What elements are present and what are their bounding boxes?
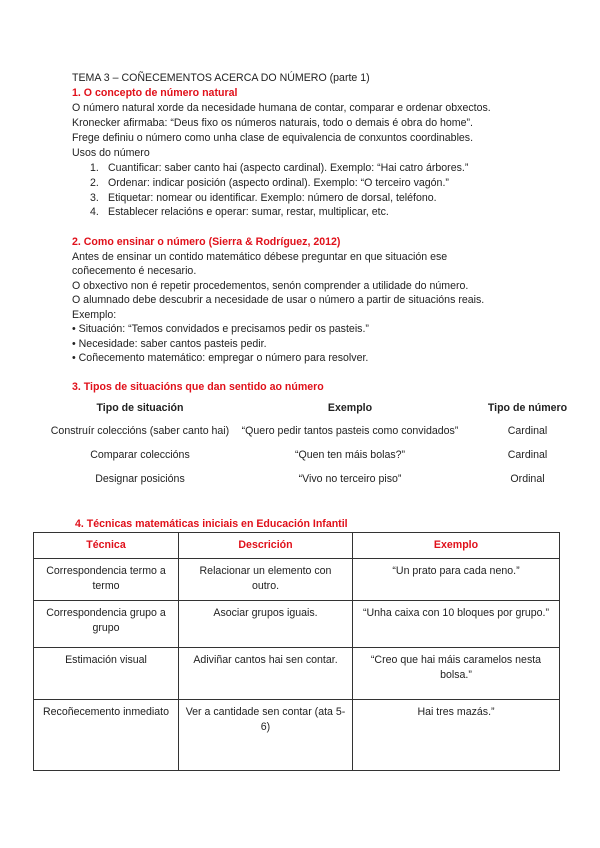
table-cell: “Quero pedir tantos pasteis como convidados”	[241, 425, 459, 437]
section-1-heading: 1. O concepto de número natural	[72, 87, 238, 99]
table-row	[34, 601, 560, 648]
table-cell: Recoñecemento inmediato	[34, 700, 179, 771]
table-cell: Comparar coleccións	[90, 449, 190, 461]
table-cell: Designar posicións	[95, 473, 185, 485]
table-cell: Relacionar un elemento con outro.	[179, 559, 353, 601]
paragraph-line: O obxectivo non é repetir procedementos, senón comprender a utilidade do número.	[72, 280, 469, 292]
table-cell: Correspondencia grupo a grupo	[34, 601, 179, 648]
table-cell: “Vivo no terceiro piso”	[298, 473, 402, 485]
column-header: Técnica	[34, 533, 179, 559]
table-header-row	[34, 533, 560, 559]
paragraph-line: Kronecker afirmaba: “Deus fixo os números naturais, todo o demais é obra do home”.	[72, 117, 473, 129]
section-4-heading: 4. Técnicas matemáticas iniciais en Educación Infantil	[75, 518, 348, 530]
list-text: Etiquetar: nomear ou identificar. Exemplo: número de dorsal, teléfono.	[108, 192, 437, 204]
list-text: Cuantificar: saber canto hai (aspecto cardinal). Exemplo: “Hai catro árbores.”	[108, 162, 469, 174]
list-number: 2.	[90, 177, 99, 189]
table-cell: Hai tres mazás.”	[353, 700, 560, 771]
paragraph-line: O alumnado debe descubrir a necesidade de usar o número a partir de situacións reais.	[72, 294, 485, 306]
column-header: Tipo de situación	[96, 402, 184, 414]
paragraph-line: Frege definiu o número como unha clase de equivalencia de conxuntos coordinables.	[72, 132, 474, 144]
list-text: Establecer relacións e operar: sumar, restar, multiplicar, etc.	[108, 206, 389, 218]
table-cell: Construír coleccións (saber canto hai)	[50, 425, 230, 437]
table-cell: “Un prato para cada neno.”	[353, 559, 560, 601]
table-row	[34, 700, 560, 771]
table-cell: Correspondencia termo a termo	[34, 559, 179, 601]
paragraph-line: Antes de ensinar un contido matemático débese preguntar en que situación ese	[72, 251, 448, 263]
section-3-heading: 3. Tipos de situacións que dan sentido ao número	[72, 381, 324, 393]
table-cell: Ordinal	[510, 473, 545, 485]
list-item	[90, 191, 437, 205]
table-cell: “Creo que hai máis caramelos nesta bolsa.”	[353, 648, 560, 700]
column-header: Exemplo	[353, 533, 560, 559]
column-header: Descrición	[179, 533, 353, 559]
section-2-heading: 2. Como ensinar o número (Sierra & Rodríguez, 2012)	[72, 236, 341, 248]
paragraph-line: coñecemento é necesario.	[72, 265, 197, 277]
list-number: 4.	[90, 206, 99, 218]
list-number: 3.	[90, 192, 99, 204]
table-cell: Estimación visual	[34, 648, 179, 700]
list-text: Ordenar: indicar posición (aspecto ordinal). Exemplo: “O terceiro vagón.”	[108, 177, 449, 189]
list-item	[90, 176, 449, 190]
paragraph-line: O número natural xorde da necesidade humana de contar, comparar e ordenar obxectos.	[72, 102, 491, 114]
column-header: Tipo de número	[487, 402, 568, 414]
bullet-item: • Coñecemento matemático: empregar o número para resolver.	[72, 352, 369, 364]
paragraph-line: Exemplo:	[72, 309, 117, 321]
table-cell: Ver a cantidade sen contar (ata 5-6)	[179, 700, 353, 771]
list-number: 1.	[90, 162, 99, 174]
list-item	[90, 205, 389, 219]
table-cell: Asociar grupos iguais.	[179, 601, 353, 648]
column-header: Exemplo	[327, 402, 373, 414]
bullet-item: • Necesidade: saber cantos pasteis pedir.	[72, 338, 267, 350]
table-cell: Adiviñar cantos hai sen contar.	[179, 648, 353, 700]
list-item	[90, 161, 468, 175]
table-row	[34, 559, 560, 601]
techniques-table	[33, 532, 560, 771]
table-cell: Cardinal	[507, 425, 548, 437]
table-cell: “Quen ten máis bolas?”	[294, 449, 406, 461]
table-cell: “Unha caixa con 10 bloques por grupo.”	[353, 601, 560, 648]
document-title: TEMA 3 – COÑECEMENTOS ACERCA DO NÚMERO (parte 1)	[72, 72, 370, 84]
table-row	[34, 648, 560, 700]
table-cell: Cardinal	[507, 449, 548, 461]
bullet-item: • Situación: “Temos convidados e precisamos pedir os pasteis.”	[72, 323, 369, 335]
paragraph-line: Usos do número	[72, 147, 150, 159]
